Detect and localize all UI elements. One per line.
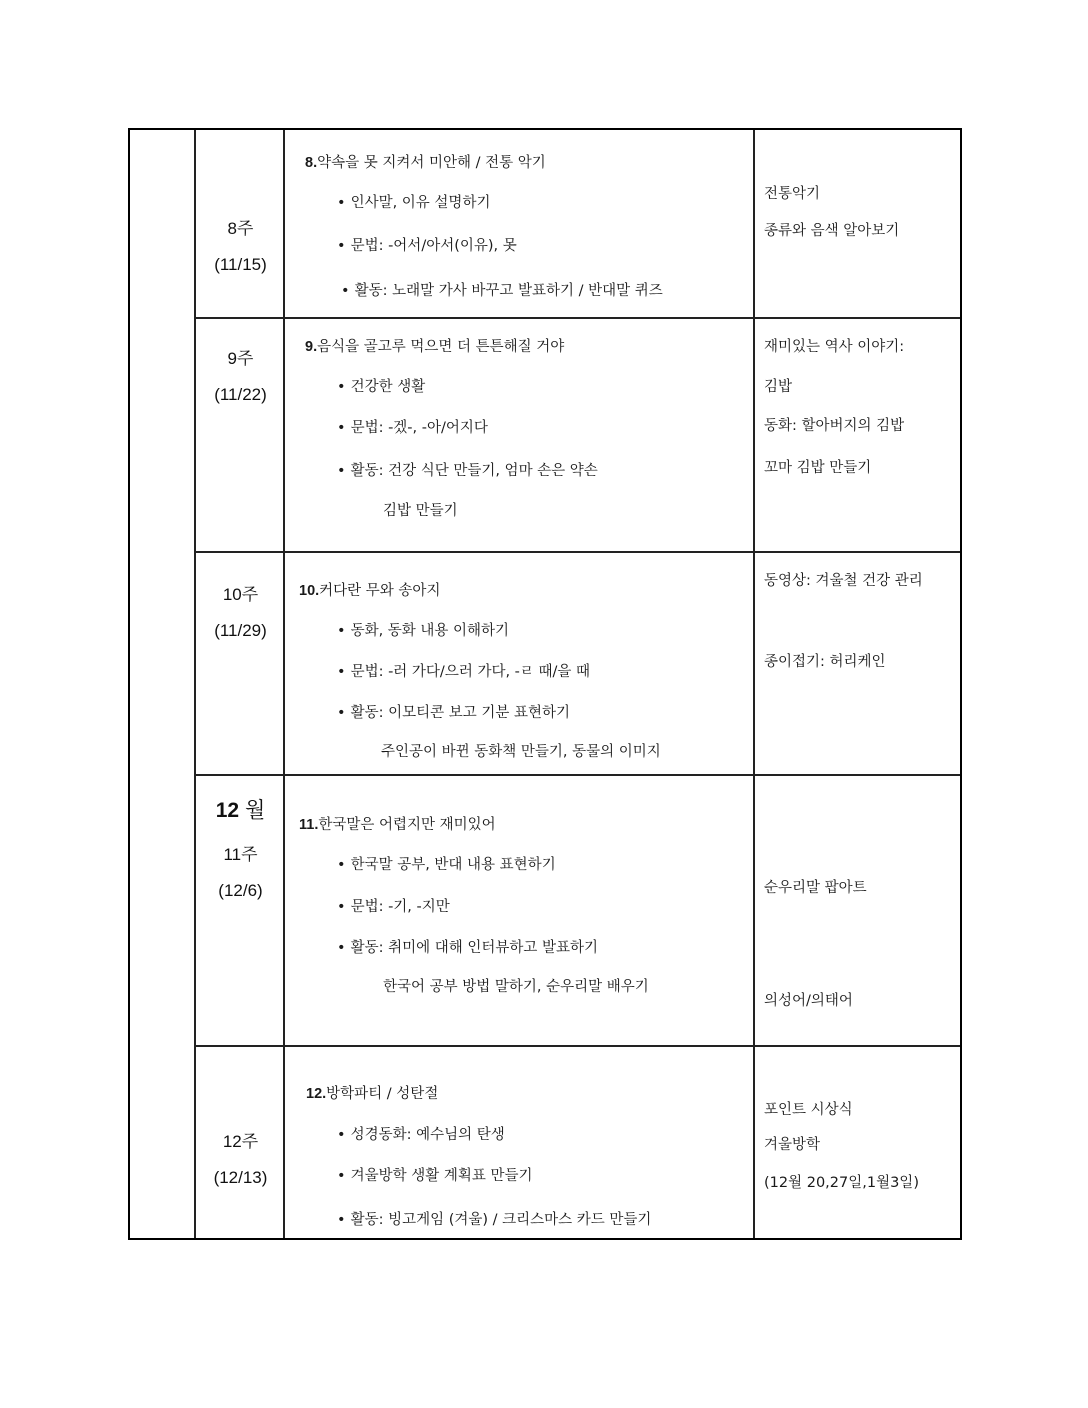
extra-line: 순우리말 팝아트	[764, 880, 867, 896]
month-unit: 월	[244, 799, 266, 822]
week-label: 9주	[227, 349, 254, 368]
lesson-number: 11.	[299, 817, 319, 833]
lesson-item: • 활동: 이모티콘 보고 기분 표현하기	[337, 701, 570, 722]
lesson-item: • 문법: -겠-, -아/어지다	[337, 416, 488, 437]
extra-activity-cell	[755, 130, 960, 317]
extra-line: (12월 20,27일,1월3일)	[764, 1175, 919, 1191]
lesson-title	[305, 335, 564, 356]
lesson-cell	[285, 319, 755, 551]
lesson-cell	[285, 776, 755, 1045]
week-label: 10주	[222, 585, 259, 604]
table-row-week-9	[196, 319, 960, 553]
week-date: (11/29)	[214, 621, 267, 640]
lesson-item: • 성경동화: 예수님의 탄생	[337, 1123, 505, 1144]
lesson-item-continuation: 주인공이 바뀐 동화책 만들기, 동물의 이미지	[381, 744, 661, 760]
week-cell	[196, 553, 285, 774]
extra-line: 동영상: 겨울철 건강 관리	[764, 573, 923, 589]
extra-line: 꼬마 김밥 만들기	[764, 460, 872, 476]
month-label	[196, 794, 285, 824]
week-label: 12주	[222, 1132, 259, 1151]
table-row-week-10	[196, 553, 960, 776]
extra-line: 재미있는 역사 이야기:	[764, 339, 905, 355]
extra-line: 포인트 시상식	[764, 1102, 853, 1118]
extra-line: 전통악기	[764, 186, 821, 202]
extra-line: 김밥	[764, 379, 793, 395]
table-row-week-8	[196, 130, 960, 319]
lesson-cell	[285, 130, 755, 317]
lesson-number: 12.	[306, 1086, 327, 1102]
lesson-item: • 동화, 동화 내용 이해하기	[337, 619, 509, 640]
lesson-cell	[285, 1047, 755, 1238]
lesson-item-continuation: 김밥 만들기	[383, 503, 458, 519]
lesson-title	[299, 579, 440, 600]
lesson-item: • 활동: 취미에 대해 인터뷰하고 발표하기	[337, 936, 598, 957]
extra-line: 의성어/의태어	[764, 993, 853, 1009]
lesson-item: • 문법: -러 가다/으러 가다, -ㄹ 때/을 때	[337, 660, 590, 681]
lesson-item-continuation: 한국어 공부 방법 말하기, 순우리말 배우기	[383, 979, 649, 995]
table-row-week-12	[196, 1047, 960, 1238]
week-cell	[196, 319, 285, 551]
week-cell	[196, 776, 285, 1045]
lesson-item: • 활동: 노래말 가사 바꾸고 발표하기 / 반대말 퀴즈	[341, 279, 663, 300]
lesson-title	[299, 813, 496, 834]
lesson-item: • 인사말, 이유 설명하기	[337, 191, 490, 212]
extra-line: 종이접기: 허리케인	[764, 654, 886, 670]
curriculum-table	[128, 128, 962, 1240]
lesson-number: 8.	[305, 155, 318, 171]
lesson-number: 10.	[299, 583, 320, 599]
extra-activity-cell	[755, 319, 960, 551]
table-row-week-11	[196, 776, 960, 1047]
extra-line: 겨울방학	[764, 1137, 821, 1153]
lesson-item: • 활동: 빙고게임 (겨울) / 크리스마스 카드 만들기	[337, 1208, 651, 1229]
lesson-item: • 겨울방학 생활 계획표 만들기	[337, 1164, 532, 1185]
lesson-title	[306, 1082, 438, 1103]
week-date: (12/13)	[213, 1168, 268, 1187]
lesson-item: • 문법: -기, -지만	[337, 895, 450, 916]
lesson-cell	[285, 553, 755, 774]
lesson-number: 9.	[305, 339, 318, 355]
month-number: 12	[215, 799, 240, 822]
extra-line: 종류와 음색 알아보기	[764, 223, 900, 239]
extra-activity-cell	[755, 1047, 960, 1238]
week-date: (12/6)	[218, 881, 263, 900]
lesson-item: • 한국말 공부, 반대 내용 표현하기	[337, 853, 556, 874]
week-cell	[196, 130, 285, 317]
lesson-title-text: 방학파티 / 성탄절	[326, 1086, 439, 1102]
extra-line: 동화: 할아버지의 김밥	[764, 418, 905, 434]
week-cell	[196, 1047, 285, 1238]
extra-activity-cell	[755, 776, 960, 1045]
week-date: (11/15)	[214, 255, 267, 274]
lesson-item: • 건강한 생활	[337, 375, 425, 396]
extra-activity-cell	[755, 553, 960, 774]
week-label: 8주	[227, 219, 254, 238]
lesson-title-text: 커다란 무와 송아지	[319, 583, 441, 599]
lesson-title	[305, 151, 546, 172]
lesson-title-text: 한국말은 어렵지만 재미있어	[318, 817, 496, 833]
lesson-item: • 활동: 건강 식단 만들기, 엄마 손은 약손	[337, 459, 598, 480]
lesson-title-text: 약속을 못 지켜서 미안해 / 전통 악기	[317, 155, 546, 171]
lesson-item: • 문법: -어서/아서(이유), 못	[337, 234, 517, 255]
week-date: (11/22)	[214, 385, 267, 404]
lesson-title-text: 음식을 골고루 먹으면 더 튼튼해질 거야	[317, 339, 565, 355]
week-label: 11주	[223, 845, 258, 864]
